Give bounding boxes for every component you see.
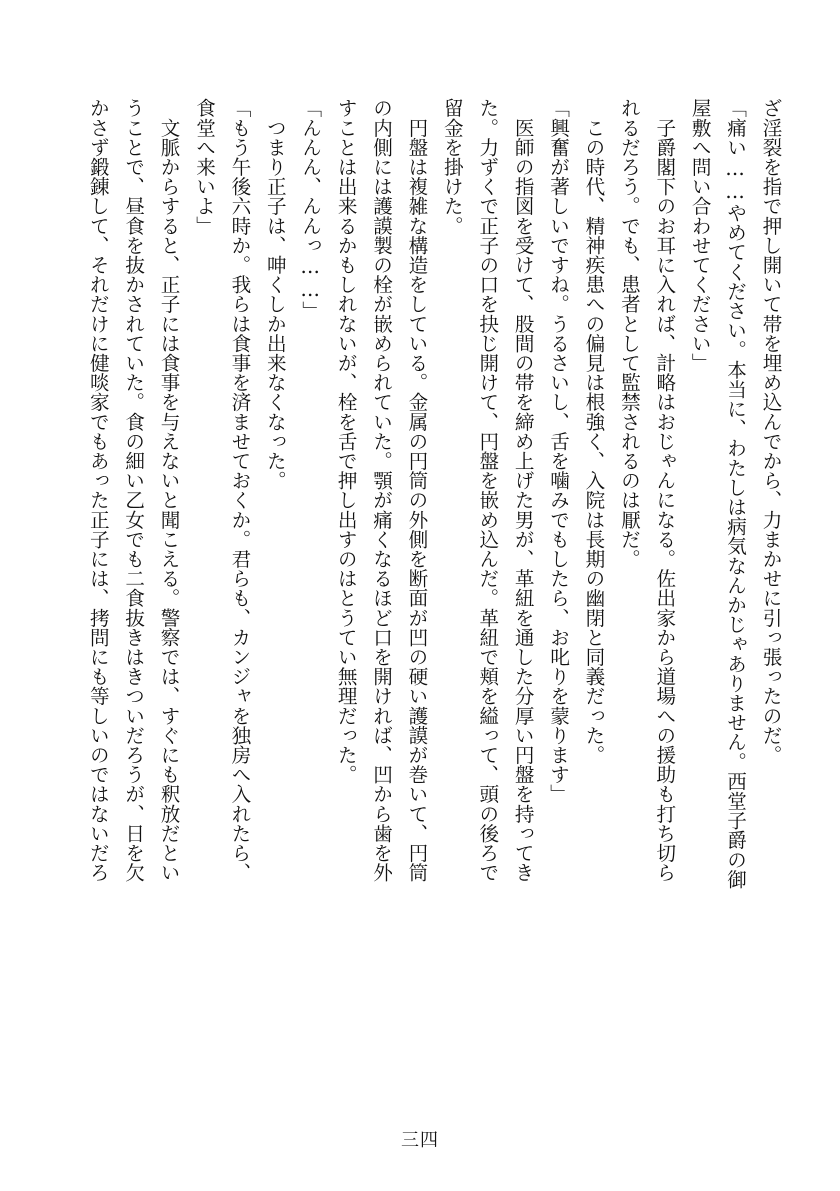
text-line-12: の内側には護謨製の栓が嵌められていた。顎が痛くなるほど口を開ければ、凹から歯を外	[369, 98, 393, 882]
text-line-8: 医師の指図を受けて、股間の帯を締め上げた男が、革紐を通した分厚い円盤を持ってき	[511, 98, 535, 882]
text-line-9: た。力ずくで正子の口を抉じ開けて、円盤を嵌め込んだ。革紐で頬を縊って、頭の後ろで	[475, 98, 499, 882]
text-line-3: 屋敷へ問い合わせてください」	[688, 98, 712, 373]
text-line-10: 留金を掛けた。	[440, 98, 464, 236]
text-line-6: この時代、精神疾患への偏見は根強く、入院は長期の幽閉と同義だった。	[581, 98, 605, 765]
text-line-13: すことは出来るかもしれないが、栓を舌で押し出すのはとうてい無理だった。	[334, 98, 358, 784]
text-line-2: 「痛い……やめてください。本当に、わたしは病気なんかじゃありません。西堂子爵の御	[723, 98, 747, 889]
text-line-19: うことで、昼食を抜かされていた。食の細い乙女でも二食抜きはきついだろうが、日を欠	[121, 98, 145, 882]
text-line-1: ざ淫裂を指で押し開いて帯を埋め込んでから、力まかせに引っ張ったのだ。	[759, 98, 782, 765]
text-line-20: かさず鍛錬して、それだけに健啖家でもあった正子には、拷問にも等しいのではないだろ	[86, 98, 110, 882]
text-line-17: 食堂へ来いよ」	[192, 98, 216, 236]
page-number: 三四	[401, 1130, 439, 1151]
text-line-14: 「んんん、んんっ……」	[298, 98, 322, 321]
text-line-4: 子爵閣下のお耳に入れば、計略はおじゃんになる。佐出家から道場への援助も打ち切ら	[652, 98, 676, 882]
text-line-7: 「興奮が著しいですね。うるさいし、舌を噛みでもしたら、お叱りを蒙ります」	[546, 98, 570, 804]
text-line-16: 「もう午後六時か。我らは食事を済ませておくか。君らも、カンジャを独房へ入れたら、	[227, 98, 251, 882]
text-line-18: 文脈からすると、正子には食事を与えないと聞こえる。警察では、すぐにも釈放だとい	[157, 98, 181, 882]
text-line-5: れるだろう。でも、患者として監禁されるのは厭だ。	[617, 98, 641, 569]
text-line-11: 円盤は複雑な構造をしている。金属の円筒の外側を断面が凹の硬い護謨が巻いて、円筒	[404, 98, 428, 882]
body-text	[80, 98, 788, 998]
text-line-15: つまり正子は、呻くしか出来なくなった。	[263, 98, 287, 490]
